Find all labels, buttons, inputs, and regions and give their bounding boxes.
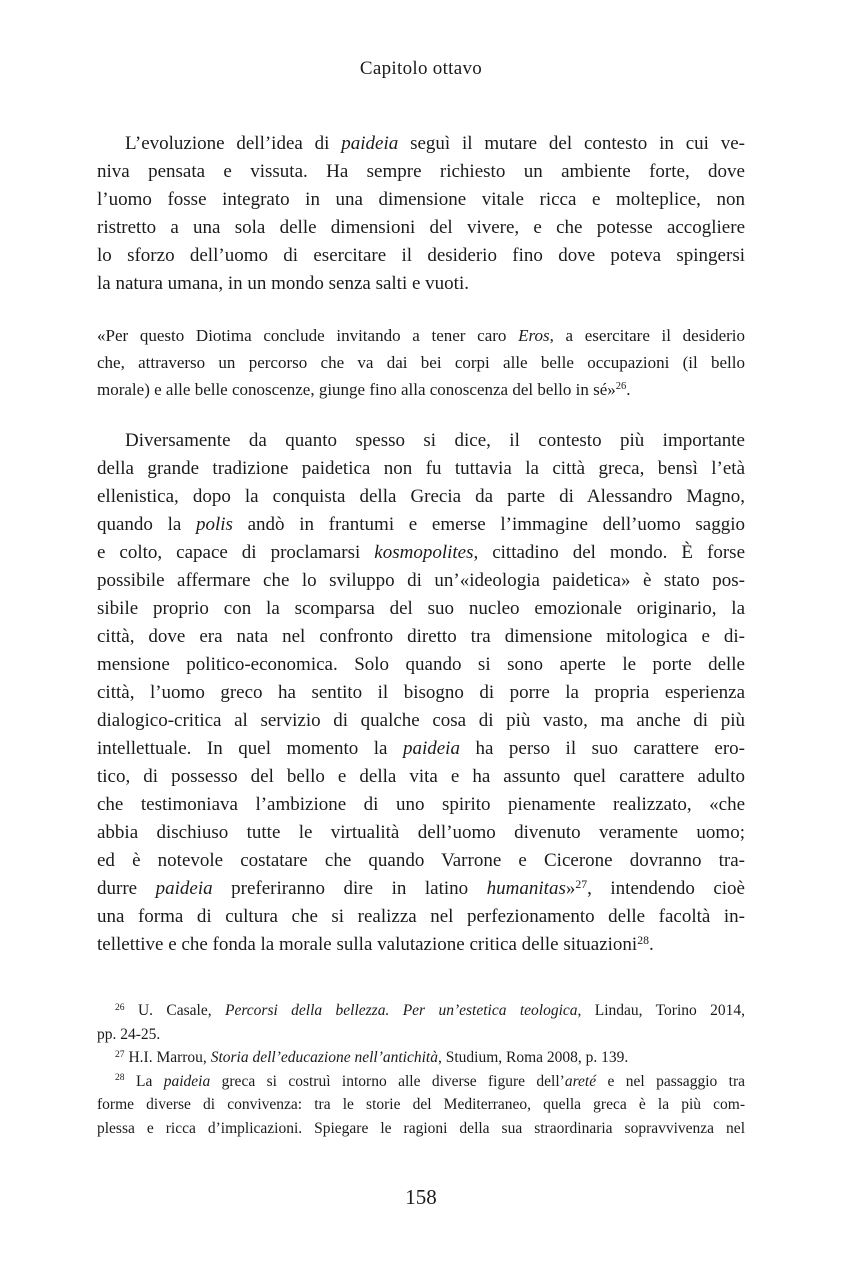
text-line: la natura umana, in un mondo senza salti e vuoti. [97, 273, 469, 294]
text-line: «Per questo Diotima conclude invitando a tener caro Eros, a esercitare il desiderio [97, 326, 746, 345]
text-line: lo sforzo dell’uomo di esercitare il desiderio fino dove poteva spingersi [97, 245, 745, 266]
text-line: quando la polis andò in frantumi e emerse l’immagine dell’uomo saggio [97, 514, 745, 535]
text-line: mensione politico-economica. Solo quando si sono aperte le porte delle [97, 654, 745, 675]
text-line: città, dove era nata nel confronto diretto tra dimensione mitologica e di- [97, 626, 745, 647]
footnote-26 [97, 999, 745, 1046]
running-head: Capitolo ottavo [359, 58, 483, 79]
block-quote [97, 322, 745, 403]
footnote-27 [97, 1046, 745, 1070]
text-line: durre paideia preferiranno dire in latino humanitas»$^{27}$, intendendo cioè [97, 877, 745, 899]
text-line: morale) e alle belle conoscenze, giunge fino alla conoscenza del bello in sé»$^{26}$. [97, 380, 631, 399]
footnote-28 [97, 1070, 745, 1141]
body-paragraph-1 [97, 130, 745, 298]
text-line: città, l’uomo greco ha sentito il bisogno di porre la propria esperienza [97, 682, 745, 703]
text-line: sibile proprio con la scomparsa del suo nucleo emozionale originario, la [97, 598, 745, 619]
text-line: ed è notevole costatare che quando Varrone e Cicerone dovranno tra- [97, 850, 745, 871]
text-line: l’uomo fosse integrato in una dimensione vitale ricca e molteplice, non [97, 189, 745, 210]
text-line: $^{26}$ U. Casale, Percorsi della bellezza. Per un’estetica teologica, Lindau, Torino 2014, [115, 1001, 746, 1019]
text-line: possibile affermare che lo sviluppo di un’«ideologia paidetica» è stato pos- [97, 570, 745, 591]
text-line: abbia dischiuso tutte le virtualità dell’uomo divenuto veramente uomo; [97, 822, 745, 843]
text-line: niva pensata e vissuta. Ha sempre richiesto un ambiente forte, dove [97, 161, 745, 182]
text-line: forme diverse di convivenza: tra le storie del Mediterraneo, quella greca è la più com- [97, 1096, 745, 1113]
text-line: pp. 24-25. [97, 1025, 161, 1043]
text-line: ellenistica, dopo la conquista della Grecia da parte di Alessandro Magno, [97, 486, 745, 507]
text-line: $^{27}$ H.I. Marrou, Storia dell’educazione nell’antichità, Studium, Roma 2008, p. 139. [115, 1048, 629, 1066]
text-line: intellettuale. In quel momento la paideia ha perso il suo carattere ero- [97, 738, 745, 759]
text-line: dialogico-critica al servizio di qualche cosa di più vasto, ma anche di più [97, 710, 745, 731]
text-line: e colto, capace di proclamarsi kosmopolites, cittadino del mondo. È forse [97, 542, 745, 563]
text-line: $^{28}$ La paideia greca si costruì intorno alle diverse figure dell’areté e nel passaggio tra [115, 1072, 745, 1090]
text-line: plessa e ricca d’implicazioni. Spiegare le ragioni della sua straordinaria sopravvivenza nel [97, 1119, 745, 1137]
text-line: della grande tradizione paidetica non fu tuttavia la città greca, bensì l’età [97, 458, 745, 479]
text-line: una forma di cultura che si realizza nel perfezionamento delle facoltà in- [97, 906, 745, 927]
text-line: che testimoniava l’ambizione di uno spirito pienamente realizzato, «che [97, 794, 745, 815]
text-line: L’evoluzione dell’idea di paideia seguì il mutare del contesto in cui ve- [125, 133, 745, 154]
footnotes-section [97, 999, 745, 1140]
page-number: 158 [405, 1185, 437, 1209]
body-paragraph-2 [97, 427, 745, 959]
text-line: Diversamente da quanto spesso si dice, il contesto più importante [125, 430, 745, 451]
text-line: ristretto a una sola delle dimensioni del vivere, e che potesse accogliere [97, 217, 745, 238]
text-line: tellettive e che fonda la morale sulla valutazione critica delle situazioni$^{28}$. [97, 933, 654, 955]
text-line: tico, di possesso del bello e della vita e ha assunto quel carattere adulto [97, 766, 745, 787]
text-line: che, attraverso un percorso che va dai bei corpi alle belle occupazioni (il bello [97, 353, 745, 372]
